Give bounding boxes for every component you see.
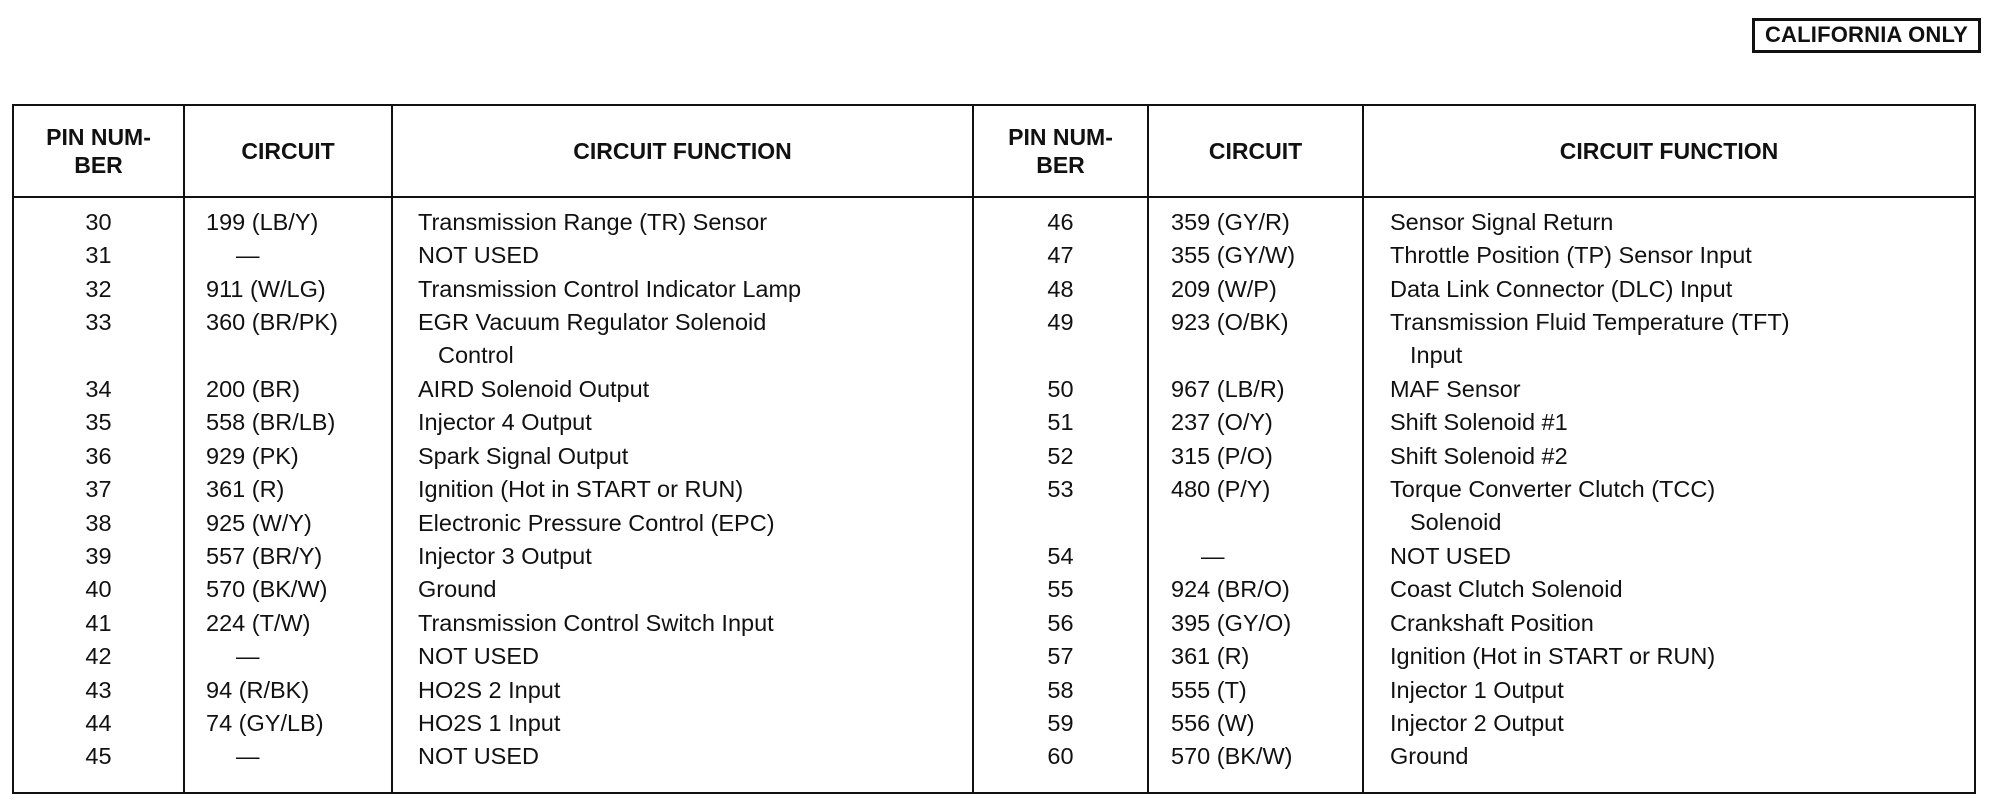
circuit-cell: 237 (O/Y) xyxy=(1171,409,1273,436)
circuit-function-text: Transmission Control Indicator Lamp xyxy=(418,275,802,302)
header-pin-line1: PIN NUM- xyxy=(46,124,151,150)
circuit-cell: 361 (R) xyxy=(206,476,285,503)
pin-number-cell: 37 xyxy=(85,476,112,503)
circuit-cell: 199 (LB/Y) xyxy=(206,209,319,235)
circuit-function-cell xyxy=(418,406,592,439)
pin-number-cell: 60 xyxy=(1047,743,1074,770)
circuit-function-continuation: Solenoid xyxy=(1410,509,1502,536)
circuit-function-text: Spark Signal Output xyxy=(418,442,629,469)
circuit-function-cell xyxy=(418,373,649,406)
circuit-function-cell xyxy=(1390,573,1623,606)
pin-number-cell: 52 xyxy=(1047,442,1074,469)
circuit-cell: — xyxy=(236,242,260,269)
circuit-function-cell xyxy=(418,440,628,473)
pin-number-cell: 43 xyxy=(85,676,112,703)
circuit-function-text: NOT USED xyxy=(1390,543,1511,569)
circuit-function-cell xyxy=(418,206,767,239)
circuit-function-cell xyxy=(1390,640,1715,673)
circuit-function-cell xyxy=(418,239,539,272)
pin-number-cell: 50 xyxy=(1047,376,1074,402)
circuit-function-text: Transmission Fluid Temperature (TFT) xyxy=(1390,309,1790,336)
circuit-cell: — xyxy=(1201,543,1225,569)
circuit-function-cell xyxy=(418,607,774,640)
circuit-function-cell xyxy=(1390,206,1613,239)
header-circuit-function-right: CIRCUIT FUNCTION xyxy=(1559,138,1779,164)
circuit-function-cell xyxy=(1390,473,1715,539)
circuit-cell: 925 (W/Y) xyxy=(206,509,312,536)
pin-number-cell: 51 xyxy=(1047,409,1074,436)
circuit-cell: 315 (P/O) xyxy=(1171,442,1273,469)
pin-number-cell: 44 xyxy=(85,710,112,736)
circuit-function-text: Transmission Control Switch Input xyxy=(418,609,774,636)
circuit-function-cell xyxy=(1390,306,1790,372)
circuit-function-text: Coast Clutch Solenoid xyxy=(1390,576,1623,603)
circuit-function-text: Torque Converter Clutch (TCC) xyxy=(1390,476,1716,503)
pin-number-cell: 35 xyxy=(85,409,112,436)
circuit-function-text: AIRD Solenoid Output xyxy=(418,376,650,402)
circuit-function-cell xyxy=(1390,440,1568,473)
circuit-cell: 555 (T) xyxy=(1171,676,1247,703)
circuit-cell: 480 (P/Y) xyxy=(1171,476,1271,503)
circuit-function-text: Shift Solenoid #1 xyxy=(1390,409,1568,436)
circuit-cell: 359 (GY/R) xyxy=(1171,209,1290,235)
circuit-cell: 209 (W/P) xyxy=(1171,275,1277,302)
header-pin-line2: BER xyxy=(1036,152,1085,178)
circuit-function-continuation: Input xyxy=(1410,342,1463,369)
column-divider xyxy=(1147,106,1149,792)
pin-number-cell: 36 xyxy=(85,442,112,469)
circuit-function-text: Throttle Position (TP) Sensor Input xyxy=(1390,242,1752,269)
circuit-cell: 570 (BK/W) xyxy=(206,576,328,603)
circuit-function-cell xyxy=(1390,707,1564,740)
circuit-function-text: Injector 3 Output xyxy=(418,543,592,569)
column-divider xyxy=(183,106,185,792)
circuit-function-cell xyxy=(1390,273,1732,306)
pin-circuit-table xyxy=(12,104,1976,794)
circuit-function-cell xyxy=(418,507,775,540)
header-pin-line1: PIN NUM- xyxy=(1008,124,1113,150)
circuit-cell: 967 (LB/R) xyxy=(1171,376,1285,402)
pin-number-cell: 55 xyxy=(1047,576,1074,603)
circuit-function-cell xyxy=(418,473,743,506)
circuit-cell: 74 (GY/LB) xyxy=(206,710,324,736)
circuit-cell: 558 (BR/LB) xyxy=(206,409,336,436)
circuit-function-text: EGR Vacuum Regulator Solenoid xyxy=(418,309,767,336)
circuit-function-cell xyxy=(418,707,560,740)
circuit-function-cell xyxy=(1390,373,1521,406)
circuit-function-text: Injector 4 Output xyxy=(418,409,592,436)
circuit-function-text: Ground xyxy=(418,576,497,603)
header-divider xyxy=(14,196,1974,198)
pin-number-cell: 33 xyxy=(85,309,112,336)
column-divider xyxy=(391,106,393,792)
circuit-function-text: Injector 2 Output xyxy=(1390,710,1564,736)
circuit-function-cell xyxy=(418,640,539,673)
header-pin-number-left xyxy=(14,106,183,196)
circuit-cell: 556 (W) xyxy=(1171,710,1255,736)
circuit-cell: 557 (BR/Y) xyxy=(206,543,323,569)
pin-number-cell: 57 xyxy=(1047,643,1074,670)
circuit-cell: 923 (O/BK) xyxy=(1171,309,1289,336)
circuit-function-text: Ground xyxy=(1390,743,1469,770)
circuit-function-cell xyxy=(418,674,560,707)
circuit-function-text: Data Link Connector (DLC) Input xyxy=(1390,275,1733,302)
circuit-function-text: HO2S 1 Input xyxy=(418,710,561,736)
header-pin-line2: BER xyxy=(74,152,123,178)
circuit-cell: 224 (T/W) xyxy=(206,609,311,636)
pin-number-cell: 48 xyxy=(1047,275,1074,302)
circuit-function-text: NOT USED xyxy=(418,643,539,670)
pin-number-cell: 54 xyxy=(1047,543,1074,569)
circuit-function-continuation: Control xyxy=(438,342,514,369)
pin-number-cell: 49 xyxy=(1047,309,1074,336)
circuit-cell: 360 (BR/PK) xyxy=(206,309,338,336)
circuit-function-text: Electronic Pressure Control (EPC) xyxy=(418,509,775,536)
pin-number-cell: 47 xyxy=(1047,242,1074,269)
circuit-function-text: HO2S 2 Input xyxy=(418,676,561,703)
circuit-function-text: NOT USED xyxy=(418,743,539,770)
circuit-function-text: Ignition (Hot in START or RUN) xyxy=(418,476,744,503)
pin-number-cell: 31 xyxy=(85,242,112,269)
header-circuit-right: CIRCUIT xyxy=(1208,138,1303,164)
circuit-cell: 929 (PK) xyxy=(206,442,299,469)
pin-number-cell: 41 xyxy=(85,609,112,636)
circuit-function-text: NOT USED xyxy=(418,242,539,269)
circuit-cell: 355 (GY/W) xyxy=(1171,242,1296,269)
circuit-function-cell xyxy=(418,740,539,773)
pin-number-cell: 38 xyxy=(85,509,112,536)
header-circuit-function-left: CIRCUIT FUNCTION xyxy=(573,138,792,164)
pin-number-cell: 30 xyxy=(85,209,112,235)
circuit-function-cell xyxy=(1390,540,1511,573)
header-circuit-left: CIRCUIT xyxy=(241,138,335,164)
pin-number-cell: 59 xyxy=(1047,710,1074,736)
circuit-cell: — xyxy=(236,743,260,770)
circuit-function-cell xyxy=(1390,740,1468,773)
column-divider xyxy=(1362,106,1364,792)
pin-number-cell: 34 xyxy=(85,376,112,402)
circuit-cell: 924 (BR/O) xyxy=(1171,576,1290,603)
circuit-function-text: MAF Sensor xyxy=(1390,376,1521,402)
circuit-function-cell xyxy=(1390,607,1594,640)
pin-number-cell: 58 xyxy=(1047,676,1074,703)
circuit-function-cell xyxy=(418,573,496,606)
pin-number-cell: 32 xyxy=(85,275,112,302)
circuit-function-text: Injector 1 Output xyxy=(1390,676,1564,703)
circuit-cell: 94 (R/BK) xyxy=(206,676,310,703)
circuit-function-cell xyxy=(1390,239,1752,272)
pin-number-cell: 42 xyxy=(85,643,112,670)
pin-number-cell: 40 xyxy=(85,576,112,603)
pin-number-cell: 46 xyxy=(1047,209,1074,235)
circuit-function-text: Shift Solenoid #2 xyxy=(1390,442,1568,469)
circuit-function-cell xyxy=(418,540,592,573)
circuit-function-cell xyxy=(1390,406,1568,439)
pin-number-cell: 56 xyxy=(1047,609,1074,636)
circuit-cell: 361 (R) xyxy=(1171,643,1250,670)
circuit-cell: — xyxy=(236,643,260,670)
header-pin-number-right xyxy=(974,106,1147,196)
circuit-function-cell xyxy=(418,273,801,306)
pin-number-cell: 45 xyxy=(85,743,112,770)
circuit-cell: 200 (BR) xyxy=(206,376,301,402)
california-only-badge: CALIFORNIA ONLY xyxy=(1752,18,1981,53)
circuit-cell: 395 (GY/O) xyxy=(1171,609,1292,636)
circuit-function-text: Crankshaft Position xyxy=(1390,609,1594,636)
circuit-cell: 570 (BK/W) xyxy=(1171,743,1293,770)
circuit-function-text: Sensor Signal Return xyxy=(1390,209,1614,235)
circuit-function-cell xyxy=(1390,674,1564,707)
circuit-function-text: Ignition (Hot in START or RUN) xyxy=(1390,643,1716,670)
pin-number-cell: 53 xyxy=(1047,476,1074,503)
circuit-function-text: Transmission Range (TR) Sensor xyxy=(418,209,768,235)
pin-number-cell: 39 xyxy=(85,543,112,569)
circuit-cell: 911 (W/LG) xyxy=(206,275,326,302)
circuit-function-cell xyxy=(418,306,766,372)
